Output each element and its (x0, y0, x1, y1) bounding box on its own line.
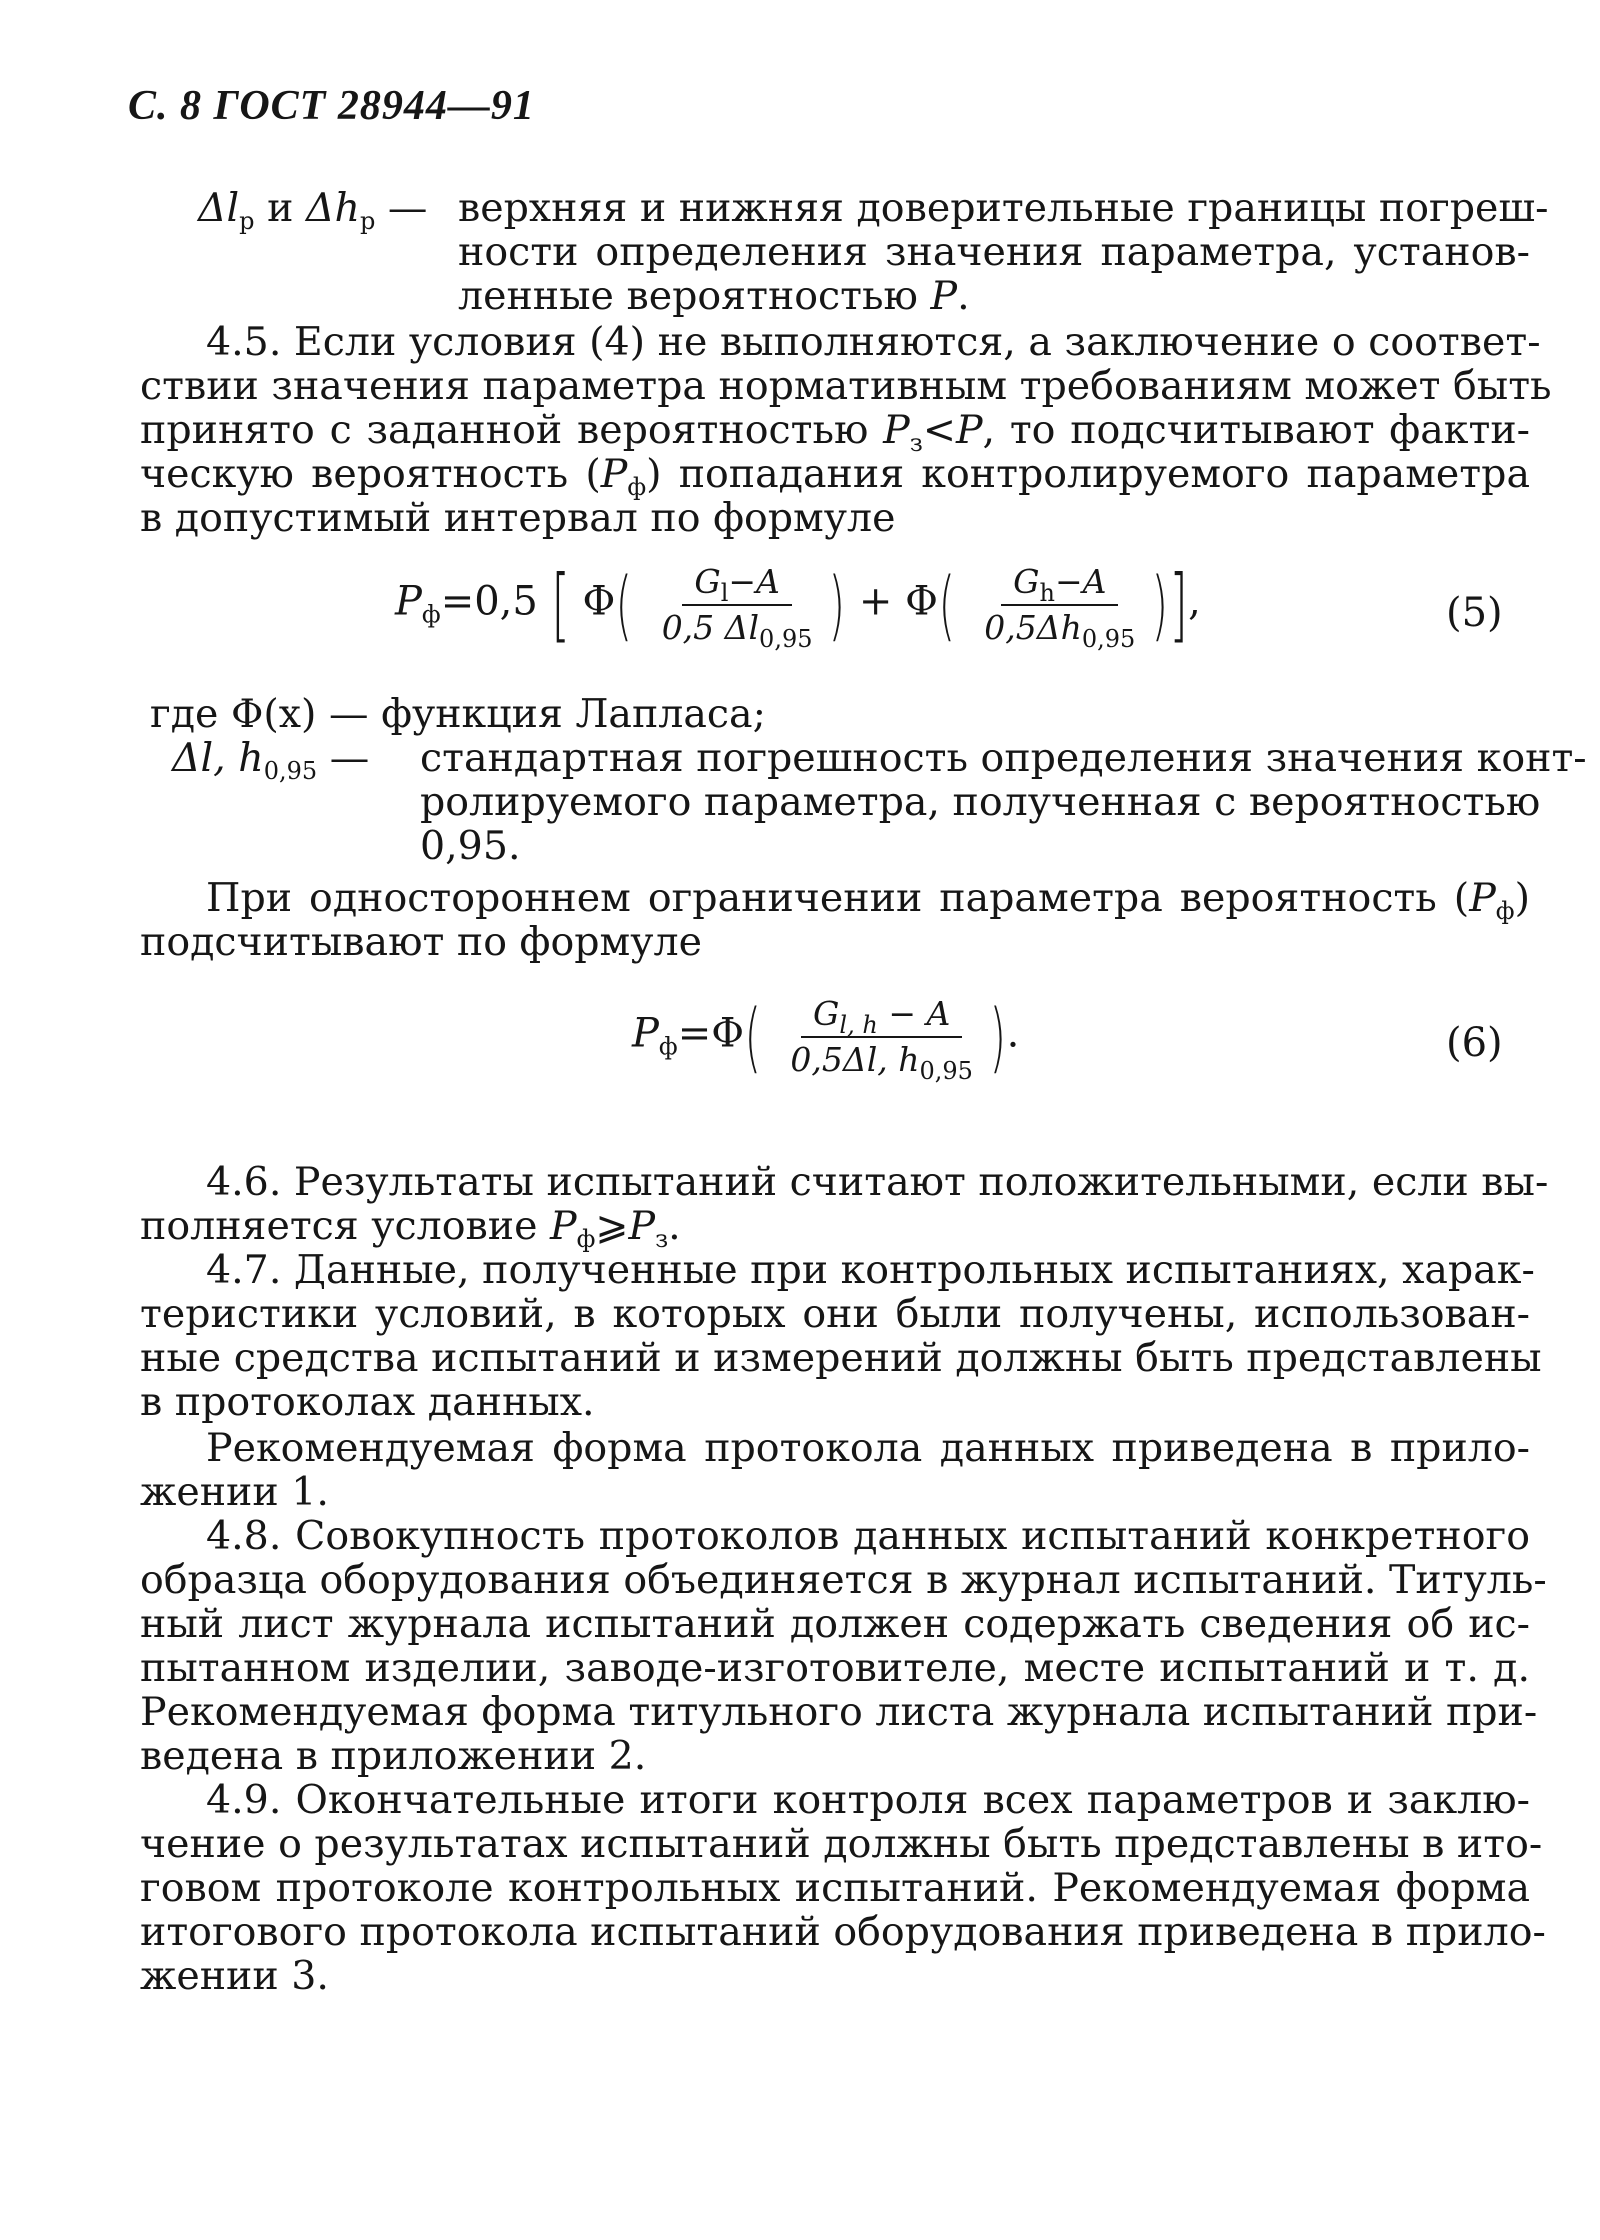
text-line: ности определения значения параметра, установ- (458, 229, 1530, 275)
text-line: ный лист журнала испытаний должен содержать сведения об ис- (140, 1601, 1530, 1647)
paragraph-recommended-form (140, 1426, 1530, 1514)
text-line: ленные вероятностью P. (458, 273, 970, 319)
formula-6: $P_ф=\Phi$( $\frac{G_{l, h} - A}{0,5\Delta l, h_{0,95}}$ ). (632, 992, 1020, 1085)
definition-term: $\Delta l_p$ и $\Delta h_p$ — (198, 185, 428, 235)
equation-number-5: (5) (1446, 590, 1503, 636)
definition-description (458, 185, 1549, 319)
left-bracket: [ (550, 558, 570, 651)
text-line: 4.9. Окончательные итоги контроля всех параметров и заклю- (206, 1777, 1530, 1823)
paragraph-one-sided (140, 876, 1530, 964)
text-line: подсчитывают по формуле (140, 919, 702, 965)
where-dl-description (420, 735, 1587, 869)
text-line: 4.8. Совокупность протоколов данных испытаний конкретного (206, 1513, 1530, 1559)
paragraph-4-9 (140, 1777, 1546, 1999)
definition-dlp-dhp (198, 185, 1549, 326)
fraction-3: $\frac{G_{l, h} - A}{0,5\Delta l, h_{0,95}}$ (790, 993, 973, 1085)
paragraph-4-8 (140, 1513, 1547, 1779)
right-bracket: ] (1169, 558, 1188, 651)
text-line: 4.7. Данные, полученные при контрольных испытаниях, харак- (206, 1247, 1535, 1293)
text-line: 0,95. (420, 823, 521, 869)
text-line: При одностороннем ограничении параметра вероятность $(P_ф)$ (206, 875, 1530, 925)
text-line: принято с заданной вероятностью $P_з<P$, то подсчитывают факти- (140, 407, 1530, 457)
text-line: верхняя и нижняя доверительные границы погреш- (458, 185, 1549, 231)
text-line: жении 3. (140, 1953, 329, 1999)
equation-number-6: (6) (1446, 1020, 1503, 1066)
text-line: итогового протокола испытаний оборудования приведена в прило- (140, 1909, 1546, 1955)
text-line: пытанном изделии, заводе-изготовителе, месте испытаний и т. д. (140, 1645, 1530, 1691)
formula-5: $P_ф=0,5$ [ Φ( $\frac{G_l-A}{0,5 \Delta l_{0,95}}$ ) + Φ( $\frac{G_h-A}{0,5\Delta h_{0,95}}$ )], (395, 558, 1201, 653)
paragraph-4-6 (140, 1159, 1549, 1253)
text-line: жении 1. (140, 1469, 329, 1515)
text-line: ческую вероятность $(P_ф)$ попадания контролируемого параметра (140, 451, 1530, 501)
where-dl-term: Δl, $h_{0,95}$ — (172, 735, 370, 785)
fraction-2: $\frac{G_h-A}{0,5\Delta h_{0,95}}$ (984, 561, 1136, 653)
text-line: стандартная погрешность определения значения конт- (420, 735, 1587, 781)
text-line: теристики условий, в которых они были получены, использован- (140, 1291, 1530, 1337)
text-line: ролируемого параметра, полученная с вероятностью (420, 779, 1541, 825)
paragraph-4-5 (140, 319, 1552, 541)
text-line: ствии значения параметра нормативным требованиям может быть (140, 363, 1552, 409)
text-line: ные средства испытаний и измерений должны быть представлены (140, 1335, 1542, 1381)
where-block (150, 691, 1587, 872)
where-phi: где Φ(x) — функция Лапласа; (150, 691, 766, 737)
text-line: 4.6. Результаты испытаний считают положительными, если вы- (206, 1159, 1549, 1205)
text-line: чение о результатах испытаний должны быть представлены в ито- (140, 1821, 1543, 1867)
text-line: в допустимый интервал по формуле (140, 495, 896, 541)
text-line: Рекомендуемая форма титульного листа журнала испытаний при- (140, 1689, 1538, 1735)
paragraph-4-7 (140, 1247, 1542, 1425)
text-line: ведена в приложении 2. (140, 1733, 647, 1779)
fraction-1: $\frac{G_l-A}{0,5 \Delta l_{0,95}}$ (661, 561, 813, 653)
text-line: в протоколах данных. (140, 1379, 595, 1425)
text-line: образца оборудования объединяется в журнал испытаний. Титуль- (140, 1557, 1547, 1603)
text-line: Рекомендуемая форма протокола данных приведена в прило- (206, 1425, 1530, 1471)
text-line: 4.5. Если условия (4) не выполняются, а заключение о соответ- (206, 319, 1541, 365)
page-header: С. 8 ГОСТ 28944—91 (128, 83, 535, 129)
text-line: говом протоколе контрольных испытаний. Рекомендуемая форма (140, 1865, 1530, 1911)
text-line: полняется условие $P_ф⩾P_з$. (140, 1203, 681, 1253)
